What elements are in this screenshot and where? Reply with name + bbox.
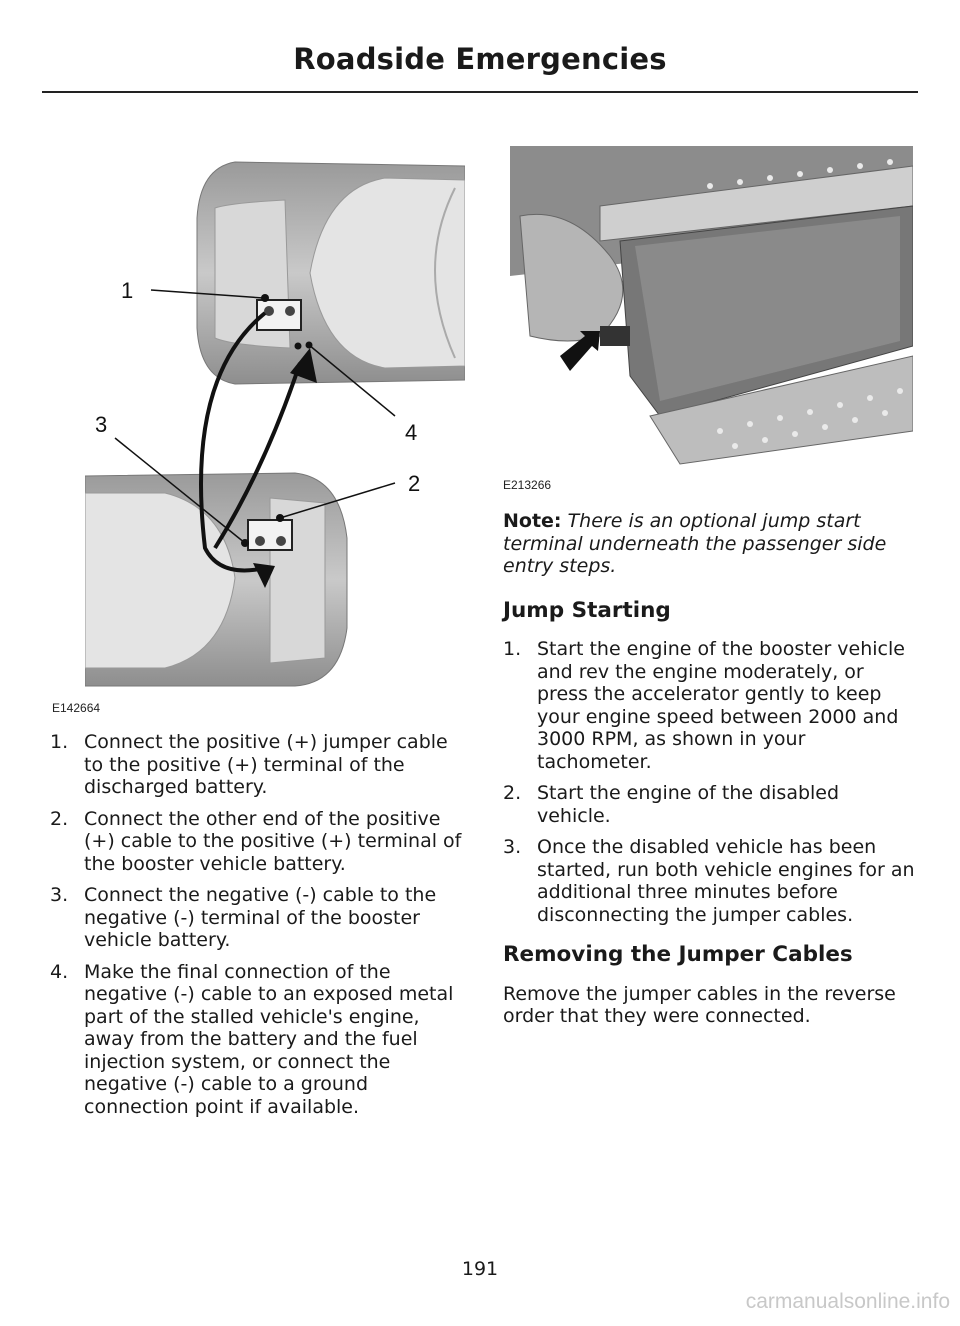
list-item: 1. Start the engine of the booster vehicle and rev the engine moderately, or press the accelerator gently to keep your engine speed between 2000 and 3000 RPM, as shown in your tachometer. xyxy=(503,638,905,773)
list-item: 1. Connect the positive (+) jumper cable to the positive (+) terminal of the discharged battery. xyxy=(50,731,448,798)
entry-steps-illustration xyxy=(510,146,913,466)
entry-steps-photo xyxy=(510,146,913,466)
list-item: 3. Connect the negative (-) cable to the negative (-) terminal of the booster vehicle battery. xyxy=(50,884,437,951)
list-item: 4. Make the final connection of the negative (-) cable to an exposed metal part of the stalled vehicle's engine, away from the battery and the fuel injection system, or connect the negative (-) cable to a ground connection point if available. xyxy=(50,960,454,1118)
jump-cable-illustration xyxy=(85,148,465,688)
callout-3: 3 xyxy=(95,412,108,437)
right-column xyxy=(503,510,915,1028)
callout-1: 1 xyxy=(121,278,134,303)
removing-text: Remove the jumper cables in the reverse order that they were connected. xyxy=(503,982,896,1027)
connection-steps xyxy=(50,731,466,1118)
removing-heading: Removing the Jumper Cables xyxy=(503,942,853,967)
callout-4: 4 xyxy=(405,420,418,445)
page-header: Roadside Emergencies xyxy=(293,42,667,76)
header-rule xyxy=(42,91,918,93)
footer-watermark: carmanualsonline.info xyxy=(745,1290,950,1313)
jump-starting-steps xyxy=(503,638,915,926)
discharged-vehicle xyxy=(197,162,465,384)
note: Note: There is an optional jump start terminal underneath the passenger side entry steps. xyxy=(503,510,887,577)
jump-start-terminal xyxy=(600,326,630,346)
left-column xyxy=(50,731,466,1127)
jump-starting-heading: Jump Starting xyxy=(503,597,671,623)
list-item: 3. Once the disabled vehicle has been started, run both vehicle engines for an additional three minutes before disconnecting the jumper cables. xyxy=(503,836,915,926)
jump-cable-diagram xyxy=(85,148,465,688)
callout-2: 2 xyxy=(408,471,421,496)
page-number: 191 xyxy=(461,1258,499,1280)
list-item: 2. Start the engine of the disabled vehicle. xyxy=(503,782,840,827)
list-item: 2. Connect the other end of the positive (+) cable to the positive (+) terminal of the booster vehicle battery. xyxy=(50,807,462,875)
figure-id-left: E142664 xyxy=(52,701,101,715)
booster-vehicle xyxy=(85,473,347,686)
figure-id-right: E213266 xyxy=(503,478,552,492)
